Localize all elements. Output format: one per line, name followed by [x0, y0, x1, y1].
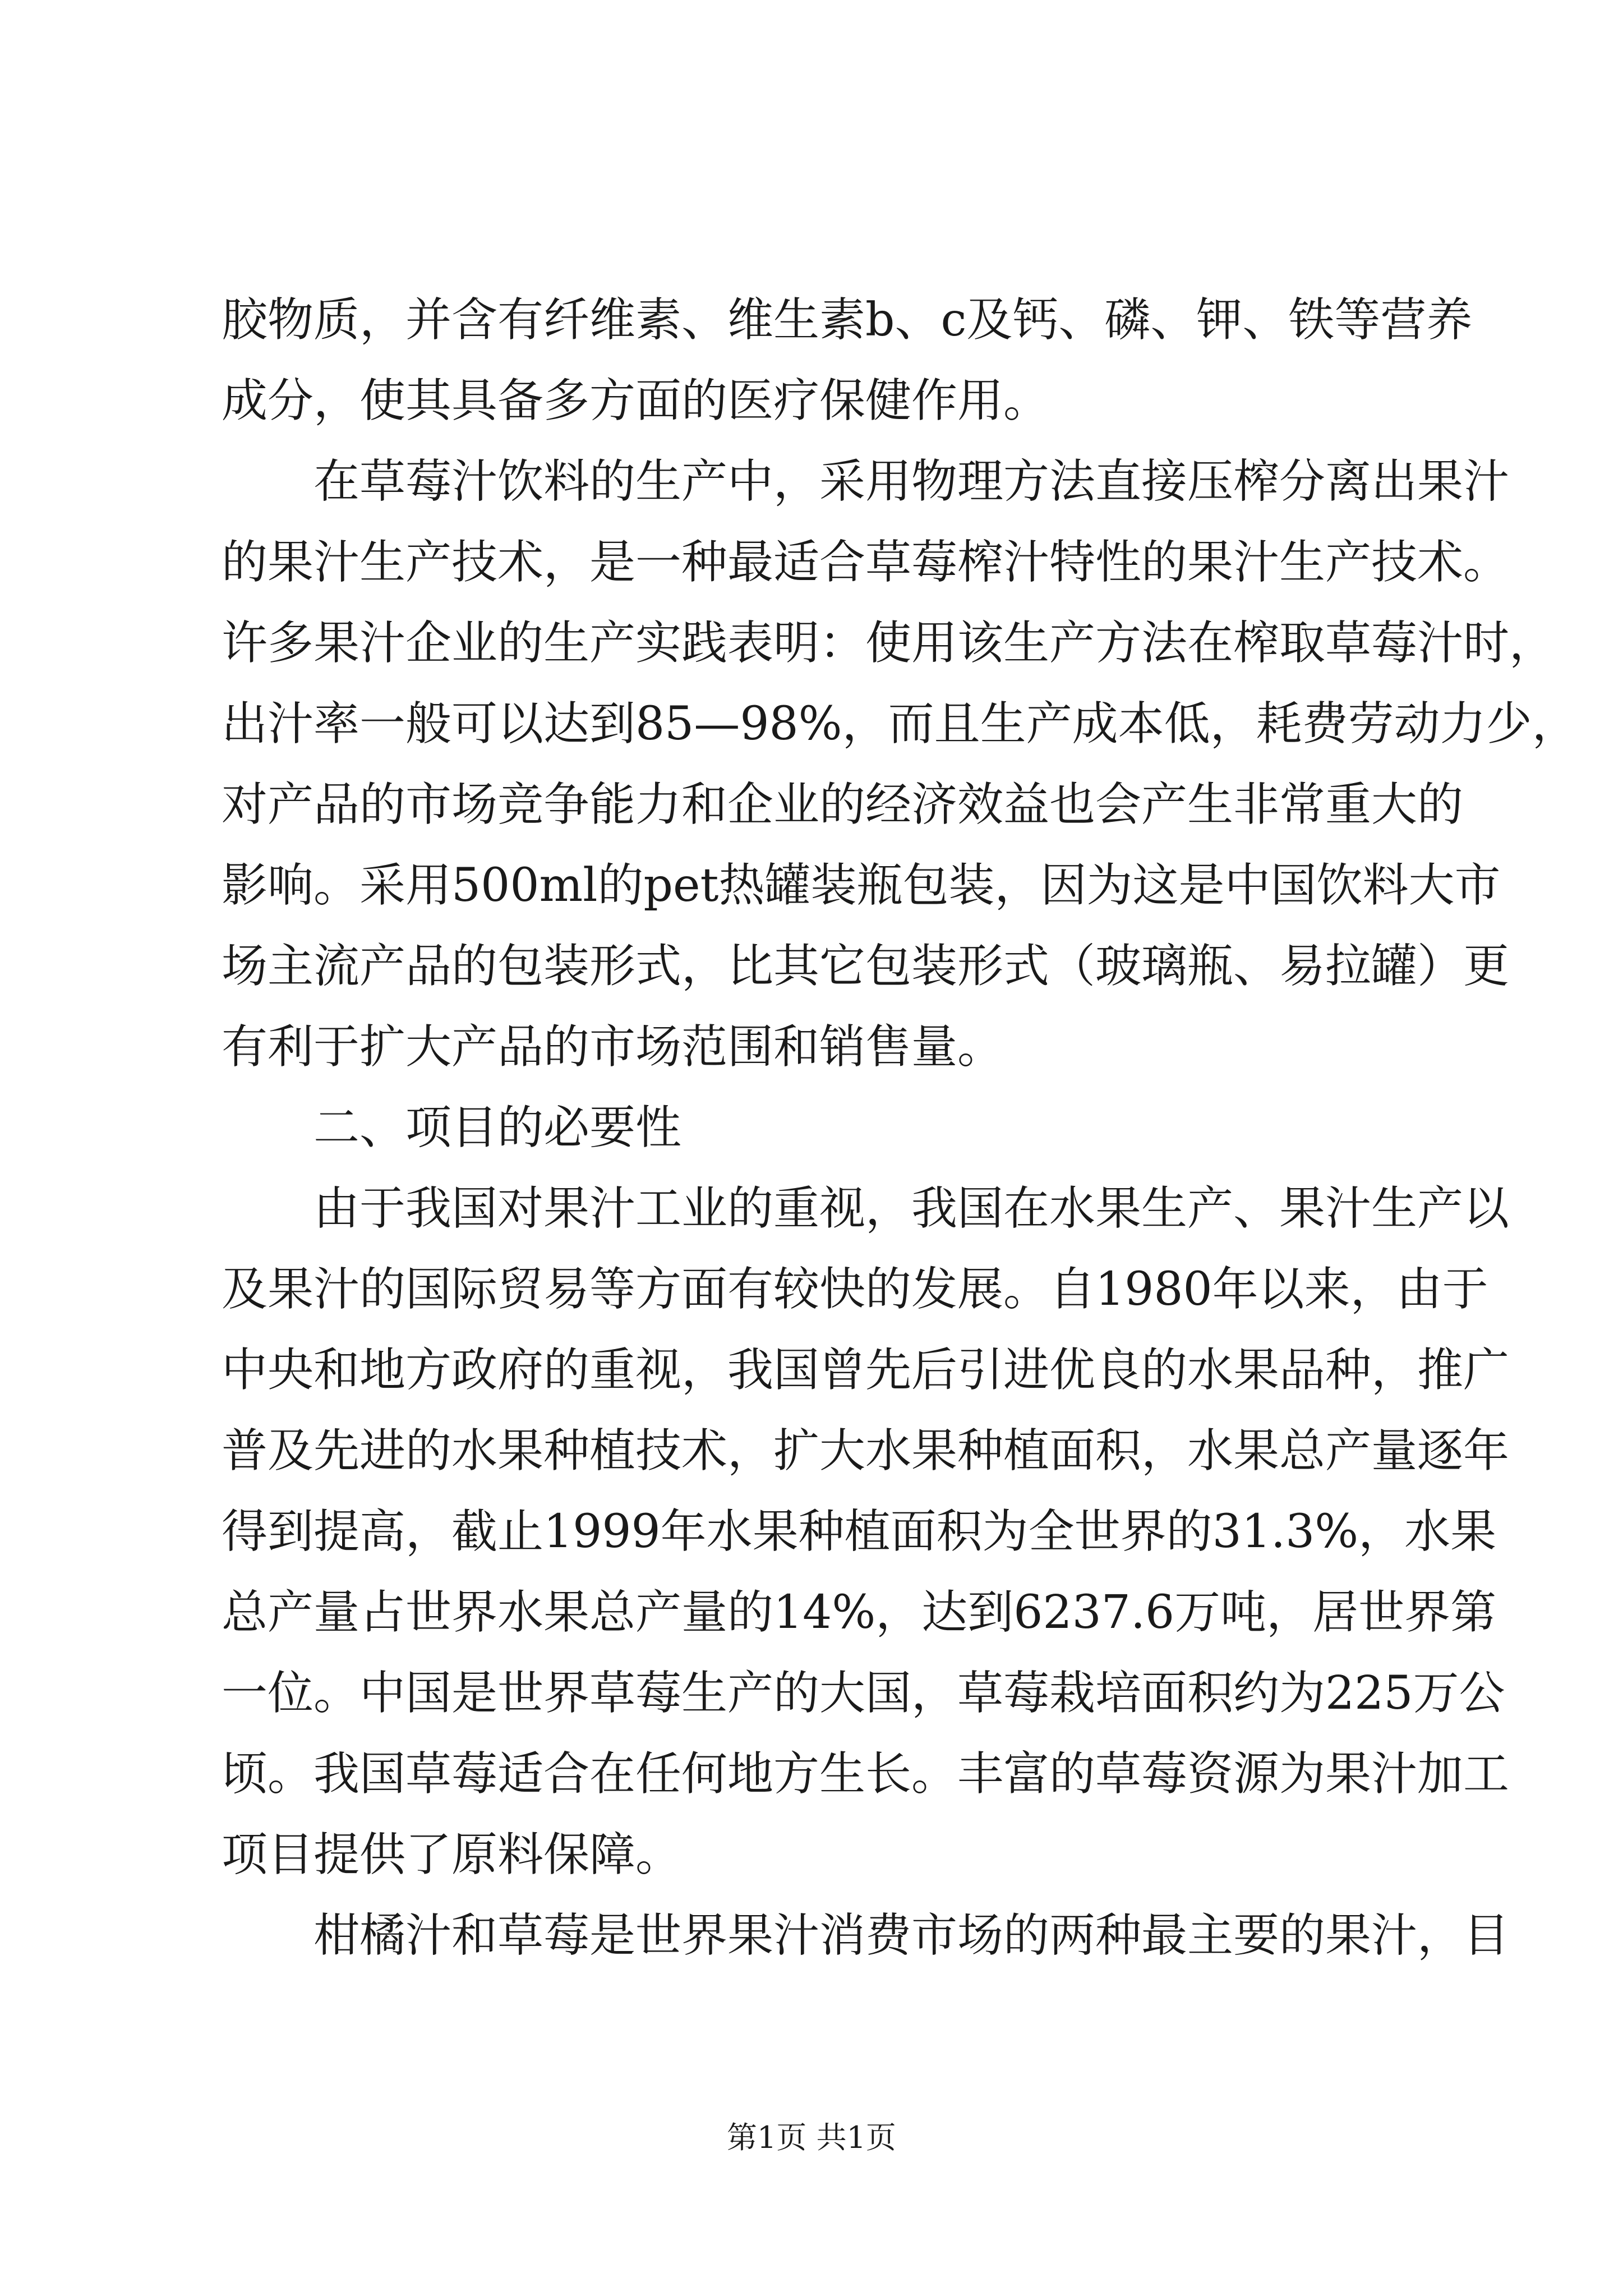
text-line: 场主流产品的包装形式，比其它包装形式（玻璃瓶、易拉罐）更: [222, 940, 1510, 993]
text-line: 影响。采用500ml的pet热罐装瓶包装，因为这是中国饮料大市: [222, 859, 1501, 912]
text-line: 总产量占世界水果总产量的14%，达到6237.6万吨，居世界第: [222, 1586, 1497, 1639]
text-line: 成分，使其具备多方面的医疗保健作用。: [222, 374, 1050, 427]
text-line: 许多果汁企业的生产实践表明：使用该生产方法在榨取草莓汁时，: [222, 616, 1556, 670]
text-line: 胶物质，并含有纤维素、维生素b、c及钙、磷、钾、铁等营养: [222, 293, 1473, 347]
text-line: 柑橘汁和草莓是世界果汁消费市场的两种最主要的果汁，目: [313, 1909, 1510, 1962]
text-line: 普及先进的水果种植技术，扩大水果种植面积，水果总产量逐年: [222, 1424, 1510, 1478]
text-line: 及果汁的国际贸易等方面有较快的发展。自1980年以来，由于: [222, 1263, 1488, 1316]
text-line: 在草莓汁饮料的生产中，采用物理方法直接压榨分离出果汁: [313, 455, 1510, 508]
text-line: 出汁率一般可以达到85—98%，而且生产成本低，耗费劳动力少，: [222, 697, 1578, 751]
page-footer: [0, 2114, 1623, 2157]
page-number: 第1页 共1页: [727, 2120, 896, 2155]
text-line: 的果汁生产技术，是一种最适合草莓榨汁特性的果汁生产技术。: [222, 536, 1510, 589]
text-line: 得到提高，截止1999年水果种植面积为全世界的31.3%，水果: [222, 1505, 1497, 1558]
text-line: 由于我国对果汁工业的重视，我国在水果生产、果汁生产以: [313, 1182, 1510, 1235]
section-heading: 二、项目的必要性: [313, 1101, 682, 1154]
text-line: 中央和地方政府的重视，我国曾先后引进优良的水果品种，推广: [222, 1343, 1510, 1397]
text-line: 一位。中国是世界草莓生产的大国，草莓栽培面积约为225万公: [222, 1667, 1505, 1720]
text-line: 项目提供了原料保障。: [222, 1828, 682, 1881]
text-line: 顷。我国草莓适合在任何地方生长。丰富的草莓资源为果汁加工: [222, 1747, 1510, 1801]
text-line: 有利于扩大产品的市场范围和销售量。: [222, 1020, 1004, 1074]
text-line: 对产品的市场竞争能力和企业的经济效益也会产生非常重大的: [222, 778, 1464, 831]
